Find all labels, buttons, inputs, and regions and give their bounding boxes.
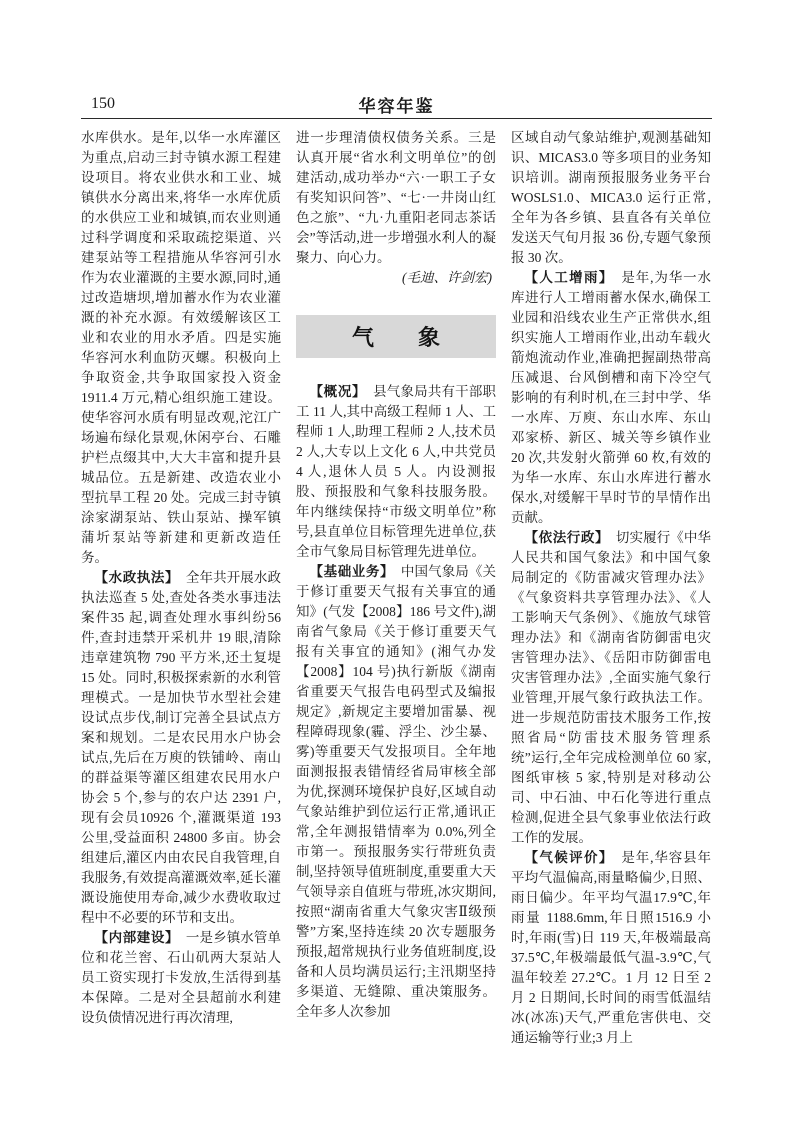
entry-paragraph: 【人工增雨】 是年,为华一水库进行人工增雨蓄水保水,确保工业园和沿线农业生产正常供水,组织实施人工增雨作业,出动车载火箭炮流动作业,准确把握副热带高压减退、台风倒槽和南下冷空气影响的有利时机,在三封中学、华一水库、万庾、东山水库、东山邓家桥、新区、城关等乡镇作业 20 次,共发射火箭弹 60 枚,有效的为华一水库、东山水库进行蓄水保水,对缓解干旱时节的旱情作出贡献。 [511, 270, 711, 525]
entry-paragraph: 【气候评价】 是年,华容县年平均气温偏高,雨量略偏少,日照、雨日偏少。年平均气温17.9℃,年雨量 1188.6mm,年日照1516.9 小时,年雨(雪)日 119 天,年极端最高37.5℃,年极端最低气温-3.9℃,气温年较差 27.2℃。1 月 12 日至 2 月 2 日期间,长时间的雨雪低温结冰(冰冻)天气,严重危害供电、交通运输等行业;3 月上 [511, 850, 711, 1045]
continued-paragraph: 进一步理清债权债务关系。三是认真开展“省水利文明单位”的创建活动,成功举办“六·一职工子女有奖知识问答”、“七·一井岗山红色之旅”、“九·九重阳老同志茶话会”等活动,进一步增强水利人的凝聚力、向心力。 [296, 130, 496, 265]
entry-head: 【依法行政】 [524, 530, 610, 545]
text-columns [81, 128, 712, 1050]
byline: (毛迪、许剑宏) [402, 270, 492, 285]
entry-head: 【概况】 [309, 384, 367, 399]
entry-head: 【内部建设】 [94, 930, 180, 945]
entry-head: 【人工增雨】 [524, 270, 614, 285]
entry-paragraph: 【概况】 县气象局共有干部职工 11 人,其中高级工程师 1 人、工程师 1 人,助理工程师 2 人,技术员 2 人,大专以上文化 6 人,中共党员 4 人,退休人员 5 人。内设测报股、预报股和气象科技服务股。年内继续保持“市级文明单位”称号,县直单位目标管理先进单位,获全市气象局目标管理先进单位。 [296, 384, 496, 559]
header-rule [81, 118, 712, 119]
column-3 [511, 128, 711, 1050]
entry-head: 【基础业务】 [309, 564, 395, 579]
entry-paragraph: 【基础业务】 中国气象局《关于修订重要天气报有关事宜的通知》(气发【2008】186 号文件),湖南省气象局《关于修订重要天气报有关事宜的通知》(湘气办发【2008】104 号)执行新版《湖南省重要天气报告电码型式及编报规定》,新规定主要增加雷暴、视程障碍现象(霾、浮尘、沙尘暴、雾)等重要天气发报项目。全年地面测报报表错情经省局审核全部为优,探测环境保护良好,区域自动气象站维护到位运行正常,通讯正常,全年测报错情率为 0.0%,列全市第一。预报服务实行带班负责制,坚持领导值班制度,重要重大天气领导亲自值班与带班,冰灾期间,按照“湖南省重大气象灾害Ⅱ级预警”方案,坚持连续 20 次专题服务预报,超常规执行业务值班制度,设备和人员均满员运行;主汛期坚持多渠道、无缝隙、重决策服务。全年多人次参加 [296, 564, 496, 1019]
entry-head: 【气候评价】 [524, 850, 614, 865]
entry-head: 【水政执法】 [94, 570, 180, 585]
section-title-box [296, 315, 496, 358]
page-header [81, 92, 712, 116]
entry-paragraph: 【内部建设】 一是乡镇水管单位和花兰窖、石山矶两大泵站人员工资实现打卡发放,生活得到基本保障。二是对全县超前水利建设负债情况进行再次清理, [81, 930, 281, 1025]
section-title: 气 象 [351, 325, 440, 350]
entry-paragraph: 【依法行政】 切实履行《中华人民共和国气象法》和中国气象局制定的《防雷减灾管理办法》《气象资料共享管理办法》、《人工影响天气条例》、《施放气球管理办法》和《湖南省防御雷电灾害管理办法》、《岳阳市防御雷电灾害管理办法》,全面实施气象行业管理,开展气象行政执法工作。进一步规范防雷技术服务工作,按照省局“防雷技术服务管理系统”运行,全年完成检测单位 60 家,图纸审核 5 家,特别是对移动公司、中石油、中石化等进行重点检测,促进全县气象事业依法行政工作的发展。 [511, 530, 711, 845]
book-title: 华容年鉴 [358, 97, 435, 116]
continued-paragraph: 水库供水。是年,以华一水库灌区为重点,启动三封寺镇水源工程建设项目。将农业供水和工业、城镇供水分离出来,将华一水库优质的水供应工业和城镇,而农业则通过科学调度和采取疏挖渠道、兴建泵站等工程措施从华容河引水作为农业灌溉的主要水源,同时,通过改造塘坝,增加蓄水作为农业灌溉的补充水源。有效缓解该区工业和农业的用水矛盾。四是实施华容河水利血防灭螺。积极向上争取资金,共争取国家投入资金 1911.4 万元,精心组织施工建设。使华容河水质有明显改观,沱江广场遍布绿化景观,休闲亭台、石雕护栏点缀其中,大大丰富和提升县城品位。五是新建、改造农业小型抗旱工程 20 处。完成三封寺镇涂家湖泵站、铁山泵站、操军镇蒲圻泵站等新建和更新改造任务。 [81, 130, 281, 565]
entry-paragraph: 【水政执法】 全年共开展水政执法巡查 5 处,查处各类水事违法案件35 起,调查处理水事纠纷56 件,查封违禁开采机井 19 眼,清除违章建筑物 790 平方米,还土复堤 15 处。同时,积极探索新的水利管理模式。一是加快节水型社会建设试点步伐,制订完善全县试点方案和规划。二是农民用水户协会试点,先后在万庾的铁铺岭、南山的群益渠等灌区组建农民用水户协会 5 个,参与的农户达 2391 户,现有会员10926 个,灌溉渠道 193 公里,受益面积 24800 多亩。协会组建后,灌区内由农民自我管理,自我服务,有效提高灌溉效率,延长灌溉设施使用寿命,减少水费收取过程中不必要的环节和支出。 [81, 570, 281, 925]
column-1 [81, 128, 281, 1050]
continued-paragraph: 区域自动气象站维护,观测基础知识、MICAS3.0 等多项目的业务知识培训。湖南预报服务业务平台 WOSLS1.0、MICA3.0 运行正常,全年为各乡镇、县直各有关单位发送天气旬月报 36 份,专题气象预报 30 次。 [511, 130, 711, 265]
column-2 [296, 128, 496, 1050]
page-number: 150 [91, 95, 115, 112]
